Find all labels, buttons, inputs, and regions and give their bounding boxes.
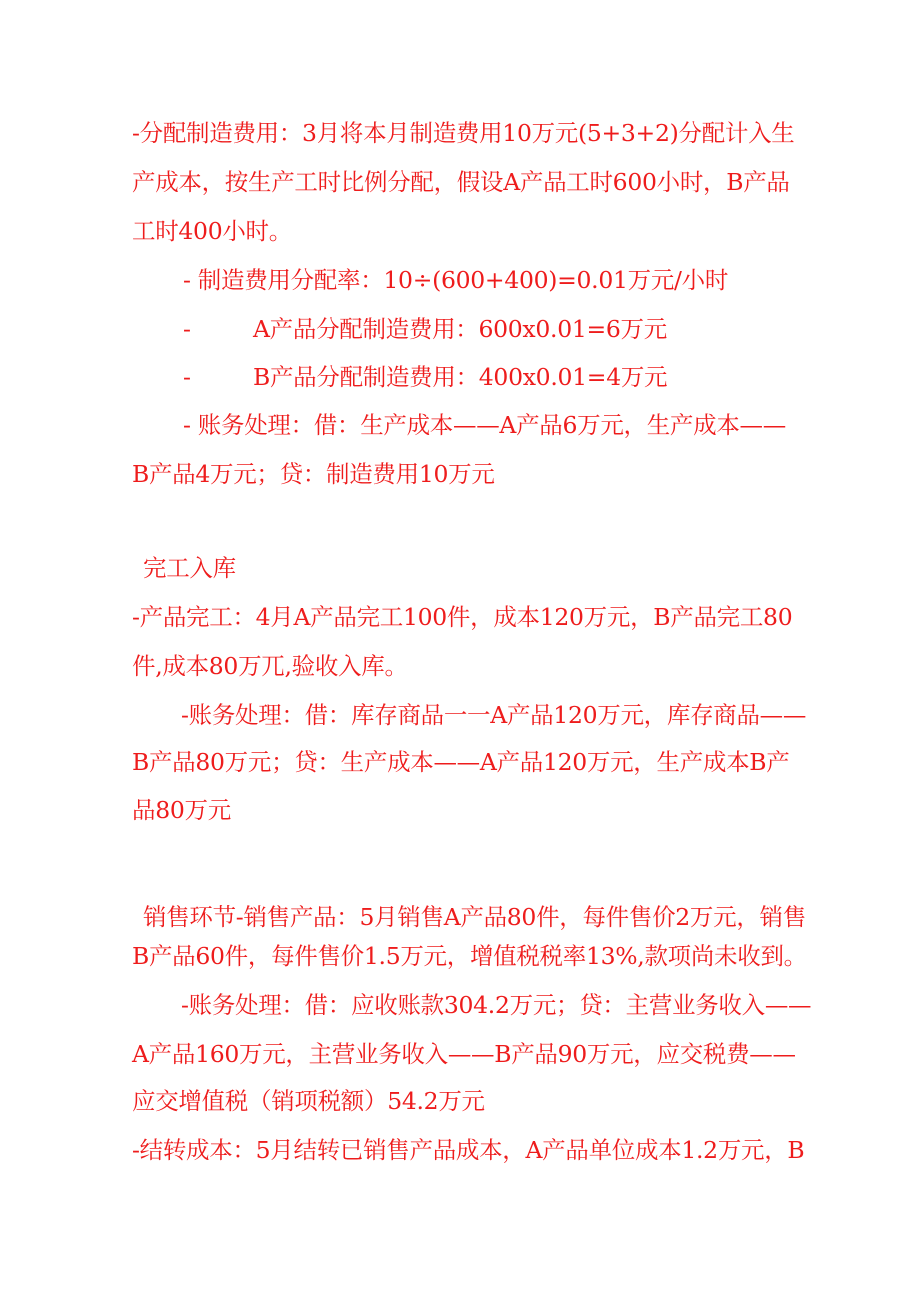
text-line: A产品分配制造费用：600x0.01=6万元: [253, 315, 667, 343]
text-line: B产品分配制造费用：400x0.01=4万元: [253, 363, 668, 391]
text-line: -: [183, 315, 191, 343]
text-line: 销售环节-销售产品：5月销售A产品80件，每件售价2万元，销售: [143, 903, 806, 931]
text-line: -产品完工：4月A产品完工100件，成本120万元，B产品完工80: [132, 603, 793, 631]
text-line: B产品80万元；贷：生产成本——A产品120万元，生产成本B产: [132, 748, 790, 776]
text-line: 产成本，按生产工时比例分配，假设A产品工时600小时，B产品: [132, 168, 790, 196]
section-heading: 完工入库: [143, 554, 236, 582]
text-line: 工时400小时。: [132, 217, 292, 245]
text-line: B产品60件，每件售价1.5万元，增值税税率13%,款项尚未收到。: [132, 942, 807, 970]
text-line: - 制造费用分配率：10÷(600+400)=0.01万元/小时: [183, 266, 729, 294]
text-line: B产品4万元；贷：制造费用10万元: [132, 460, 495, 488]
text-line: 品80万元: [132, 796, 231, 824]
text-line: -分配制造费用：3月将本月制造费用10万元(5+3+2)分配计入生: [132, 119, 795, 147]
text-line: 件,成本80万兀,验收入库。: [132, 652, 408, 680]
text-line: - 账务处理：借：生产成本——A产品6万元，生产成本——: [183, 411, 786, 439]
text-line: -账务处理：借：库存商品一一A产品120万元，库存商品——: [181, 701, 807, 729]
text-line: -: [183, 363, 191, 391]
text-line: 应交增值税（销项税额）54.2万元: [132, 1087, 485, 1115]
text-line: -结转成本：5月结转已销售产品成本，A产品单位成本1.2万元，B: [132, 1136, 805, 1164]
text-line: -账务处理：借：应收账款304.2万元；贷：主营业务收入——: [181, 991, 812, 1019]
text-line: A产品160万元，主营业务收入——B产品90万元，应交税费——: [132, 1040, 796, 1068]
